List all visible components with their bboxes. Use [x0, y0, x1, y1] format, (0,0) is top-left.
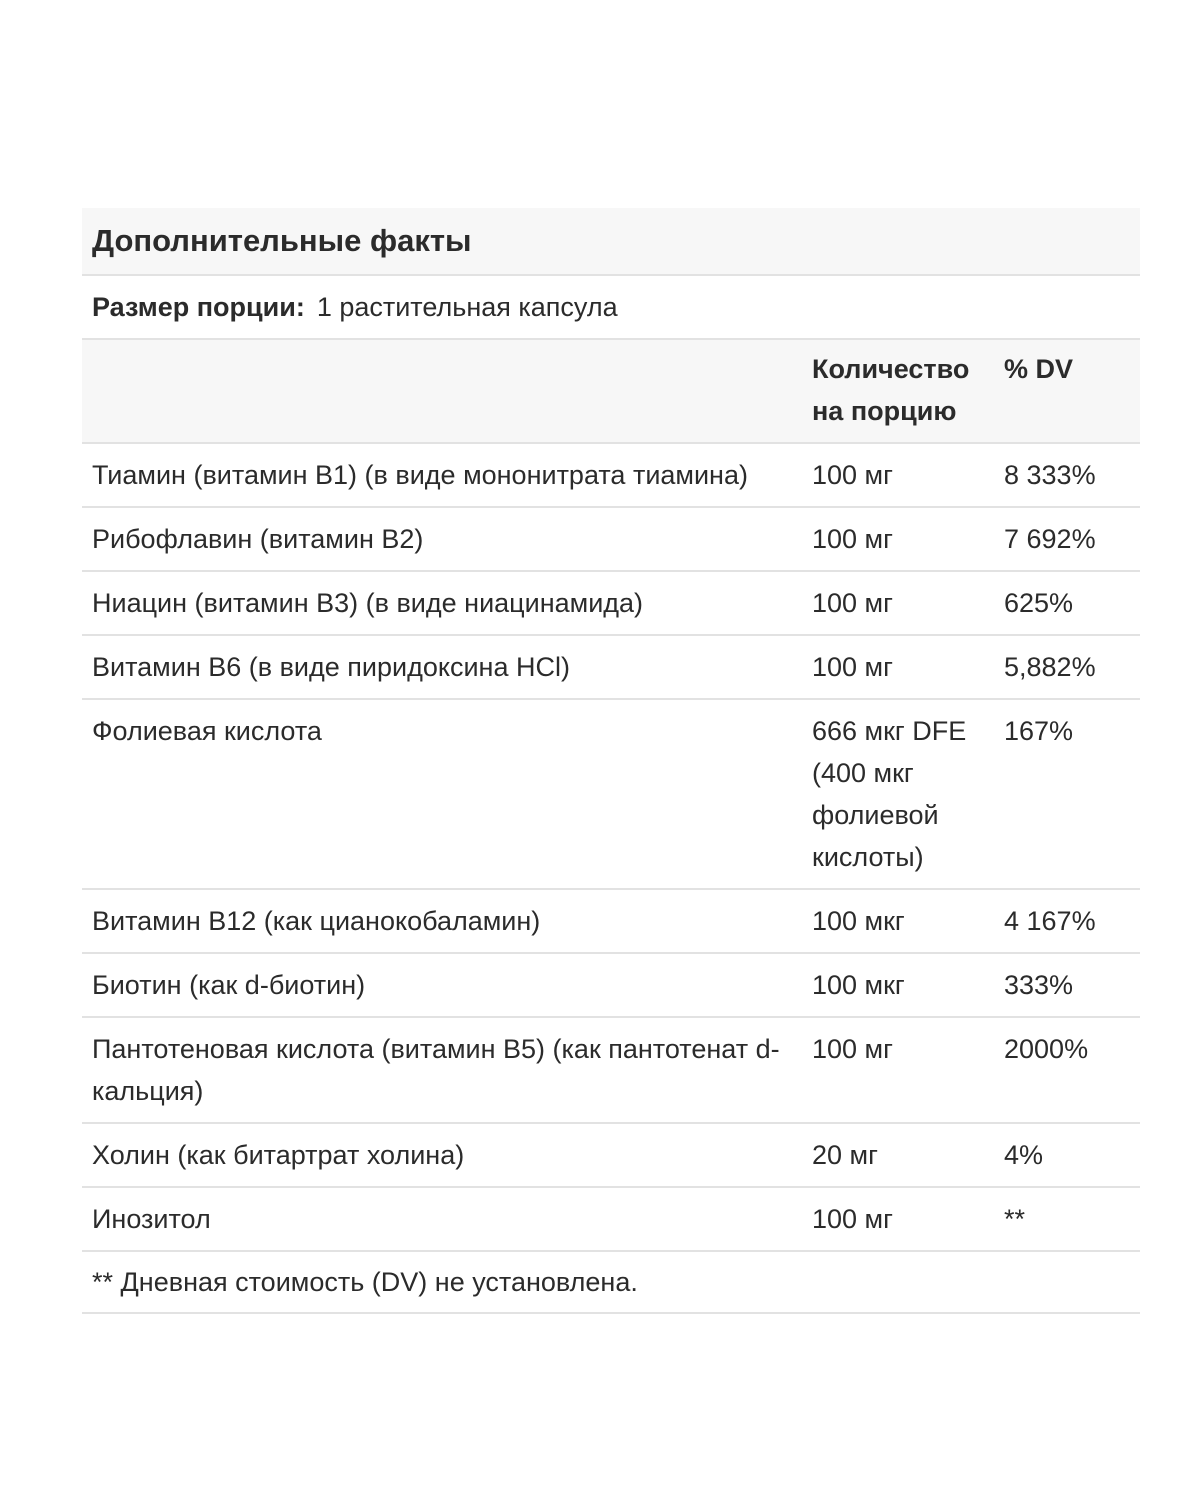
nutrient-name: Рибофлавин (витамин B2) — [82, 507, 802, 571]
nutrient-dv: 4% — [994, 1123, 1140, 1187]
supplement-facts-panel — [82, 208, 1140, 1314]
nutrient-amount: 100 мкг — [802, 953, 994, 1017]
table-row — [82, 953, 1140, 1017]
nutrient-dv: 5,882% — [994, 635, 1140, 699]
table-row — [82, 635, 1140, 699]
table-row — [82, 571, 1140, 635]
nutrient-name: Пантотеновая кислота (витамин B5) (как пантотенат d-кальция) — [82, 1017, 802, 1123]
nutrient-amount: 100 мг — [802, 571, 994, 635]
serving-size-value: 1 растительная капсула — [316, 291, 618, 322]
nutrient-amount: 100 мг — [802, 507, 994, 571]
serving-size-row — [82, 276, 1140, 340]
nutrient-amount: 100 мг — [802, 1017, 994, 1123]
panel-title: Дополнительные факты — [92, 223, 472, 258]
nutrient-amount: 666 мкг DFE (400 мкг фолиевой кислоты) — [802, 699, 994, 889]
header-amount: Количество на порцию — [802, 340, 994, 443]
table-row — [82, 507, 1140, 571]
header-dv: % DV — [994, 340, 1140, 443]
nutrient-amount: 100 мг — [802, 443, 994, 507]
facts-table — [82, 340, 1140, 1252]
nutrient-dv: 8 333% — [994, 443, 1140, 507]
panel-header — [82, 208, 1140, 276]
nutrient-dv: 333% — [994, 953, 1140, 1017]
table-row — [82, 443, 1140, 507]
nutrient-dv: 7 692% — [994, 507, 1140, 571]
nutrient-amount: 100 мг — [802, 635, 994, 699]
nutrient-name: Фолиевая кислота — [82, 699, 802, 889]
table-row — [82, 1123, 1140, 1187]
nutrient-name: Биотин (как d-биотин) — [82, 953, 802, 1017]
nutrient-dv: 2000% — [994, 1017, 1140, 1123]
nutrient-amount: 20 мг — [802, 1123, 994, 1187]
nutrient-dv: 4 167% — [994, 889, 1140, 953]
nutrient-name: Холин (как битартрат холина) — [82, 1123, 802, 1187]
nutrient-name: Ниацин (витамин B3) (в виде ниацинамида) — [82, 571, 802, 635]
table-row — [82, 1187, 1140, 1251]
nutrient-name: Витамин B12 (как цианокобаламин) — [82, 889, 802, 953]
table-header-row — [82, 340, 1140, 443]
nutrient-dv: ** — [994, 1187, 1140, 1251]
table-row — [82, 1017, 1140, 1123]
nutrient-name: Витамин B6 (в виде пиридоксина HCl) — [82, 635, 802, 699]
table-row — [82, 699, 1140, 889]
table-row — [82, 889, 1140, 953]
header-name — [82, 340, 802, 443]
nutrient-amount: 100 мг — [802, 1187, 994, 1251]
footnote: ** Дневная стоимость (DV) не установлена. — [82, 1252, 1140, 1314]
nutrient-dv: 625% — [994, 571, 1140, 635]
nutrient-name: Инозитол — [82, 1187, 802, 1251]
serving-size-label: Размер порции: — [92, 291, 305, 322]
nutrient-amount: 100 мкг — [802, 889, 994, 953]
nutrient-name: Тиамин (витамин B1) (в виде мононитрата тиамина) — [82, 443, 802, 507]
nutrient-dv: 167% — [994, 699, 1140, 889]
